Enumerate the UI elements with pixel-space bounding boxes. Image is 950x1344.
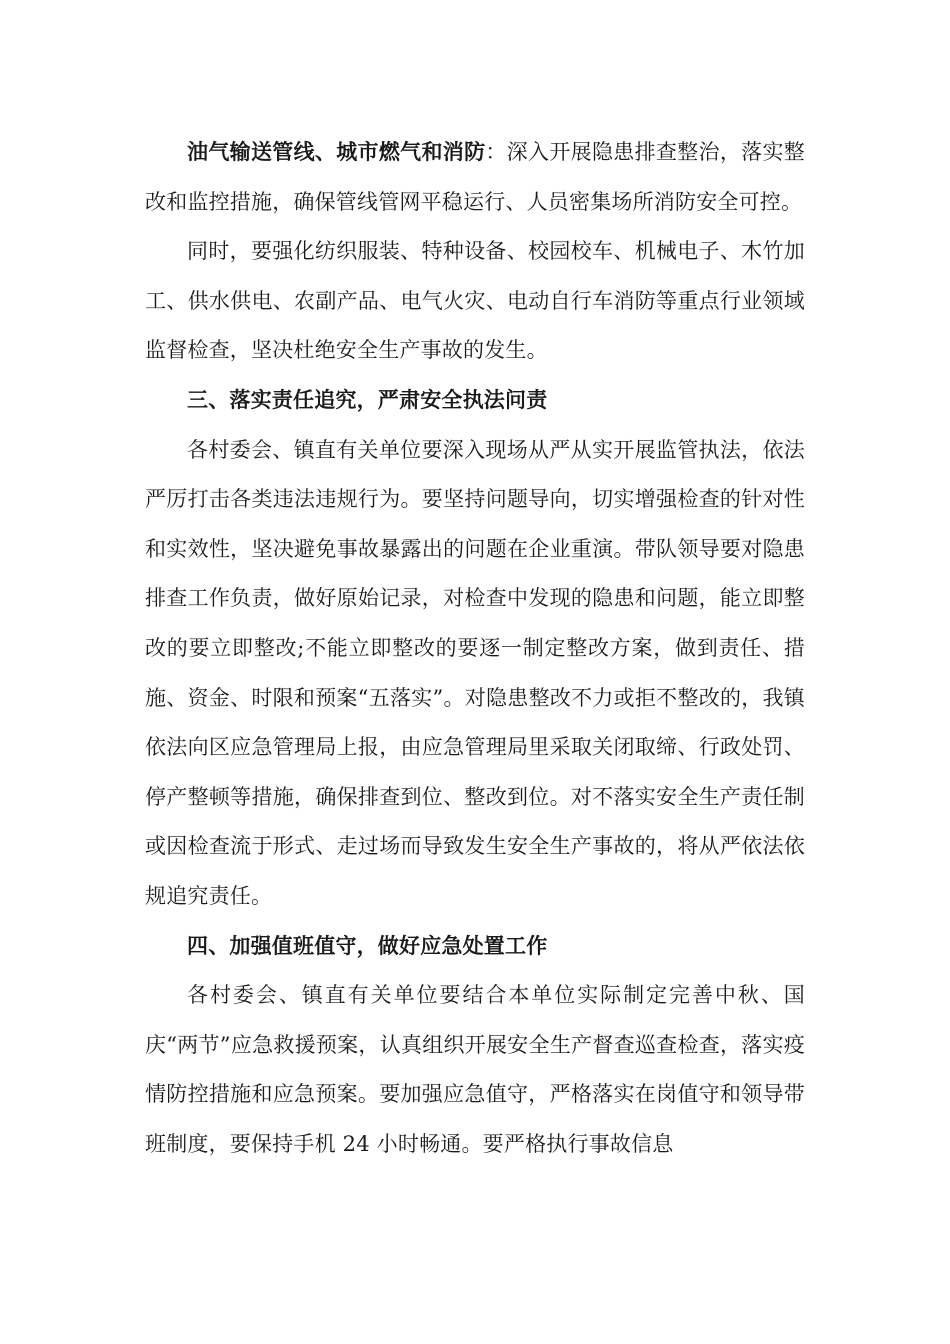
- paragraph-lead-title: 油气输送管线、城市燃气和消防: [187, 140, 486, 164]
- section-heading-4: 四、加强值班值守，做好应急处置工作: [187, 933, 548, 958]
- document-page: [145, 128, 805, 1169]
- paragraph-pipelines-gas-fire: [145, 128, 805, 227]
- paragraph-duty-emergency: 各村委会、镇直有关单位要结合本单位实际制定完善中秋、国庆“两节”应急救援预案，认真组织开展安全生产督查巡查检查，落实疫情防控措施和应急预案。要加强应急值守，严格落实在岗值守和领导带班制度，要保持手机 24 小时畅通。要严格执行事故信息: [145, 983, 805, 1156]
- paragraph-text: ：深入开展隐患排查整治，落实整改和监控措施，确保管线管网平稳运行、人员密集场所消防安全可控。: [145, 140, 805, 214]
- paragraph-accountability: 各村委会、镇直有关单位要深入现场从严从实开展监管执法，依法严厉打击各类违法违规行为。要坚持问题导向，切实增强检查的针对性和实效性，坚决避免事故暴露出的问题在企业重演。带队领导要对隐患排查工作负责，做好原始记录，对检查中发现的隐患和问题，能立即整改的要立即整改;不能立即整改的要逐一制定整改方案，做到责任、措施、资金、时限和预案“五落实”。对隐患整改不力或拒不整改的，我镇依法向区应急管理局上报，由应急管理局里采取关闭取缔、行政处罚、停产整顿等措施，确保排查到位、整改到位。对不落实安全生产责任制或因检查流于形式、走过场而导致发生安全生产事故的，将从严依法依规追究责任。: [145, 437, 805, 908]
- section-heading-3: 三、落实责任追究，严肃安全执法问责: [187, 387, 548, 412]
- paragraph-key-industries: 同时，要强化纺织服装、特种设备、校园校车、机械电子、木竹加工、供水供电、农副产品、电气火灾、电动自行车消防等重点行业领域监督检查，坚决杜绝安全生产事故的发生。: [145, 239, 805, 363]
